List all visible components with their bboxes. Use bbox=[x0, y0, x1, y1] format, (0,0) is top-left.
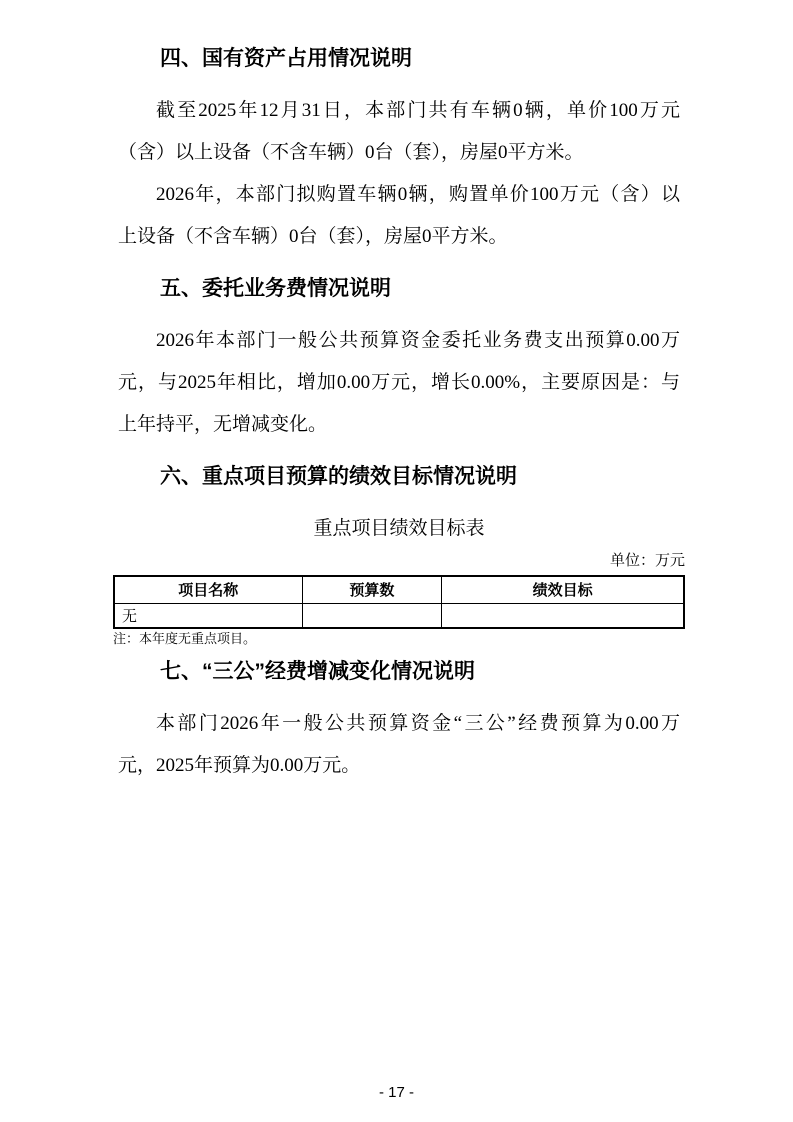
section-four-paragraph-1 bbox=[118, 90, 680, 174]
text-line: 2026年，本部门拟购置车辆0辆，购置单价100万元（含）以 bbox=[156, 184, 680, 205]
text-line: 元，与2025年相比，增加0.00万元，增长0.00%，主要原因是：与 bbox=[118, 372, 680, 393]
section-four-paragraph-2 bbox=[118, 174, 680, 258]
table-note: 注：本年度无重点项目。 bbox=[113, 631, 257, 646]
section-seven-heading: 七、“三公”经费增减变化情况说明 bbox=[160, 660, 475, 683]
table-cell-budget bbox=[302, 604, 442, 629]
performance-table bbox=[113, 575, 685, 629]
header-cell-project-name: 项目名称 bbox=[114, 576, 302, 604]
unit-label: 单位：万元 bbox=[609, 553, 685, 569]
page-number: - 17 - bbox=[378, 1084, 414, 1101]
table-row bbox=[114, 604, 684, 629]
text-line: 上设备（不含车辆）0台（套），房屋0平方米。 bbox=[118, 226, 508, 247]
table-cell-performance-target bbox=[442, 604, 684, 629]
table-title: 重点项目绩效目标表 bbox=[313, 518, 485, 539]
header-cell-performance-target: 绩效目标 bbox=[442, 576, 684, 604]
section-four-heading: 四、国有资产占用情况说明 bbox=[160, 47, 412, 70]
text-line: 元，2025年预算为0.00万元。 bbox=[118, 755, 361, 776]
section-seven-paragraph-1 bbox=[118, 703, 680, 787]
text-line: 2026年本部门一般公共预算资金委托业务费支出预算0.00万 bbox=[156, 330, 680, 351]
header-cell-budget: 预算数 bbox=[302, 576, 442, 604]
section-six-heading: 六、重点项目预算的绩效目标情况说明 bbox=[160, 465, 517, 488]
text-line: （含）以上设备（不含车辆）0台（套），房屋0平方米。 bbox=[118, 142, 584, 163]
table-cell-project-name: 无 bbox=[114, 604, 302, 629]
section-five-paragraph-1 bbox=[118, 320, 680, 446]
performance-table-block bbox=[113, 550, 685, 647]
text-line: 本部门2026年一般公共预算资金“三公”经费预算为0.00万 bbox=[156, 713, 680, 734]
text-line: 截至2025年12月31日，本部门共有车辆0辆，单价100万元 bbox=[156, 100, 680, 121]
page-content bbox=[113, 46, 685, 787]
text-line: 上年持平，无增减变化。 bbox=[118, 414, 328, 435]
table-header-row bbox=[114, 576, 684, 604]
section-five-heading: 五、委托业务费情况说明 bbox=[160, 277, 391, 300]
